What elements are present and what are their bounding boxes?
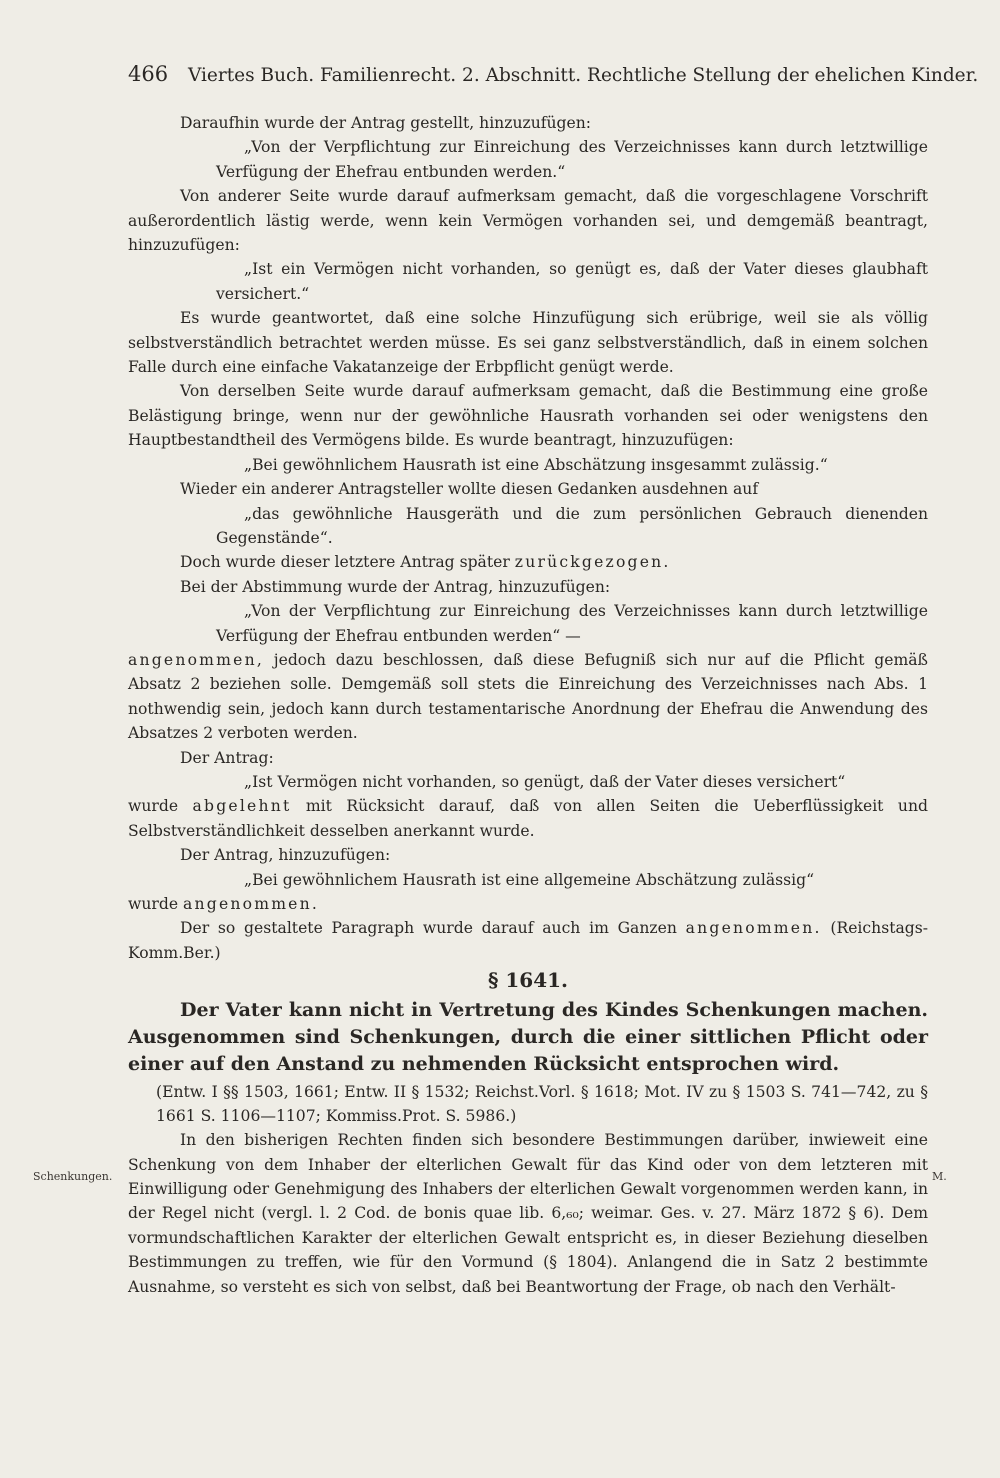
paragraph: Von derselben Seite wurde darauf aufmerksam gemacht, daß die Bestimmung eine große Belästigung bringe, wenn nur der gewöhnliche Hausrath vorhanden sei oder wenigstens den Hauptbestandtheil des Vermögens bilde. Es wurde beantragt, hinzuzufügen: (128, 382, 928, 450)
page-number: 466 (128, 62, 169, 86)
paragraph: Der Antrag, hinzuzufügen: (180, 846, 391, 865)
paragraph: Der Antrag: (180, 748, 274, 767)
paragraph: Bei der Abstimmung wurde der Antrag, hinzuzufügen: (180, 577, 611, 596)
text-run: Der so gestaltete Paragraph wurde darauf auch im Ganzen (180, 919, 677, 938)
references: (Entw. I §§ 1503, 1661; Entw. II § 1532; Reichst.Vorl. § 1618; Mot. IV zu § 1503 S. 741—742, zu § 1661 S. 1106—1107; Kommiss.Prot. S. 5986.) (156, 1083, 928, 1126)
paragraph (128, 794, 928, 843)
spaced-text: zurückgezogen. (514, 553, 671, 572)
paragraph (128, 892, 928, 916)
body-text (128, 111, 928, 1299)
spaced-text: angenommen. (685, 919, 822, 938)
quoted-proposal: „Bei gewöhnlichem Hausrath ist eine allgemeine Abschätzung zulässig“ (244, 870, 815, 889)
margin-mark: M. (932, 1170, 947, 1183)
paragraph: Wieder ein anderer Antragsteller wollte diesen Gedanken ausdehnen auf (180, 480, 759, 499)
margin-note: Schenkungen. (33, 1170, 113, 1183)
spaced-text: abgelehnt (192, 797, 292, 816)
paragraph: Es wurde geantwortet, daß eine solche Hinzufügung sich erübrige, weil sie als völlig selbstverständlich betrachtet werden müsse. Es sei ganz selbstverständlich, daß in einem solchen Falle durch eine einfache Vakatanzeige der Erbpflicht genügt werde. (128, 309, 928, 377)
text-run: mit Rücksicht darauf, daß von allen Seiten die Ueberflüssigkeit und Selbstverständlichkeit desselben anerkannt wurde. (128, 797, 928, 840)
statute-text: Der Vater kann nicht in Vertretung des Kindes Schenkungen machen. Ausgenommen sind Schenkungen, durch die einer sittlichen Pflicht oder einer auf den Anstand zu nehmenden Rücksicht entsprochen wird. (128, 999, 928, 1076)
spaced-text: angenommen, (128, 650, 264, 669)
quoted-proposal: „Von der Verpflichtung zur Einreichung des Verzeichnisses kann durch letztwillige Verfügung der Ehefrau entbunden werden.“ (216, 138, 928, 181)
paragraph (128, 648, 928, 746)
running-header (128, 62, 979, 88)
paragraph: Von anderer Seite wurde darauf aufmerksam gemacht, daß die vorgeschlagene Vorschrift außerordentlich lästig werde, wenn kein Vermögen vorhanden sei, und demgemäß beantragt, hinzuzufügen: (128, 187, 928, 255)
spaced-text: angenommen. (183, 895, 320, 913)
paragraph (128, 916, 928, 965)
quoted-proposal: „Bei gewöhnlichem Hausrath ist eine Abschätzung insgesammt zulässig.“ (244, 455, 828, 474)
paragraph: Daraufhin wurde der Antrag gestellt, hinzuzufügen: (180, 114, 592, 132)
running-title: Viertes Buch. Familienrecht. 2. Abschnitt. Rechtliche Stellung der ehelichen Kinder. (187, 65, 979, 86)
quoted-proposal: „Von der Verpflichtung zur Einreichung des Verzeichnisses kann durch letztwillige Verfügung der Ehefrau entbunden werden“ — (216, 602, 928, 645)
text-run: jedoch dazu beschlossen, daß diese Befugniß sich nur auf die Pflicht gemäß Absatz 2 beziehen solle. Demgemäß soll stets die Einreichung des Verzeichnisses nach Abs. 1 nothwendig sein, jedoch kann durch testamentarische Anordnung der Ehefrau die Anwendung des Absatzes 2 verboten werden. (128, 650, 928, 743)
quoted-proposal: „Ist ein Vermögen nicht vorhanden, so genügt es, daß der Vater dieses glaubhaft versichert.“ (216, 260, 928, 303)
paragraph: In den bisherigen Rechten finden sich besondere Bestimmungen darüber, inwieweit eine Schenkung von dem Inhaber der elterlichen Gewalt für das Kind oder von dem letzteren mit Einwilligung oder Genehmigung des Inhabers der elterlichen Gewalt vorgenommen werden kann, in der Regel nicht (vergl. l. 2 Cod. de bonis quae lib. 6,₆₀; weimar. Ges. v. 27. März 1872 § 6). Dem vormundschaftlichen Karakter der elterlichen Gewalt entspricht es, in dieser Beziehung dieselben Bestimmungen zu treffen, wie für den Vormund (§ 1804). Anlangend die in Satz 2 bestimmte Ausnahme, so versteht es sich von selbst, daß bei Beantwortung der Frage, ob nach den Verhält- (128, 1131, 928, 1296)
text-run: (Reichstags-Komm.Ber.) (128, 919, 929, 962)
section-heading: § 1641. (487, 968, 569, 993)
text-run: Doch wurde dieser letztere Antrag später (180, 553, 510, 572)
text-run: wurde (128, 895, 179, 913)
text-run: wurde (128, 797, 179, 816)
quoted-proposal: „das gewöhnliche Hausgeräth und die zum persönlichen Gebrauch dienenden Gegenstände“. (216, 504, 928, 547)
paragraph (128, 550, 928, 574)
quoted-proposal: „Ist Vermögen nicht vorhanden, so genügt, daß der Vater dieses versichert“ (244, 772, 846, 791)
